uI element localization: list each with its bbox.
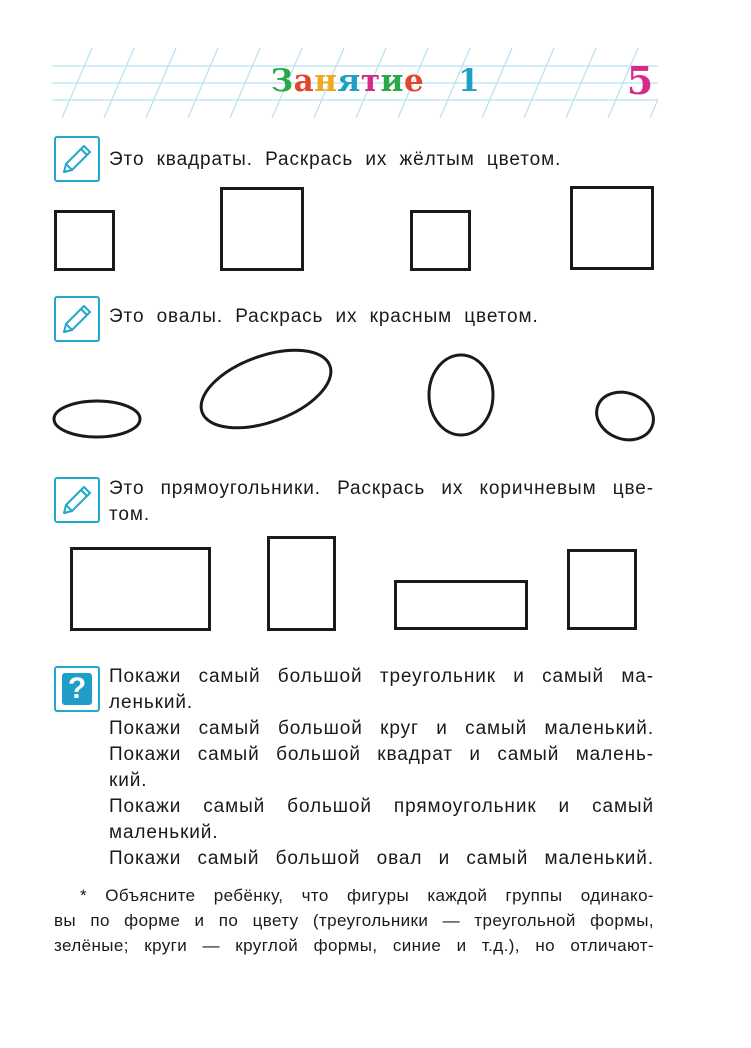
title-letter (424, 63, 458, 99)
title-letter: и (380, 63, 405, 99)
questions-block (109, 664, 654, 872)
oval-shape (429, 355, 493, 435)
pencil-icon (54, 477, 100, 523)
square-shape (54, 210, 115, 271)
title-letter: а (293, 63, 315, 99)
title-letter: 1 (458, 63, 481, 99)
page-number: 5 (626, 58, 654, 103)
pencil-icon (54, 296, 100, 342)
question-line: ленький. (109, 692, 194, 713)
title-letter: З (270, 63, 294, 99)
question-line: Покажи самый большой треугольник и самый ма- (109, 666, 654, 687)
task-1-text: Это квадраты. Раскрась их жёлтым цветом. (109, 149, 562, 170)
footnote-line: зелёные; круги — круглой формы, синие и т.д.), но отличают- (54, 936, 654, 955)
footnote-line: * Объясните ребёнку, что фигуры каждой группы одинако- (80, 886, 654, 905)
question-line: кий. (109, 770, 148, 791)
title-letter: н (314, 63, 338, 99)
oval-shape (191, 340, 341, 443)
question-icon: ? (54, 666, 100, 712)
rectangle-shape (267, 536, 336, 631)
square-shape (570, 186, 654, 270)
square-shape (220, 187, 304, 271)
footnote (54, 883, 654, 958)
title-letter: я (337, 63, 361, 99)
oval-shape (590, 384, 660, 447)
title-letter: т (360, 63, 381, 99)
question-line: Покажи самый большой прямоугольник и самый (109, 796, 654, 817)
square-shape (410, 210, 471, 271)
rectangle-shape (394, 580, 528, 630)
question-line: Покажи самый большой круг и самый маленький. (109, 718, 654, 739)
rectangle-shape (567, 549, 637, 630)
task-3-text-line-2: том. (109, 504, 150, 525)
title-letter: е (404, 63, 425, 99)
question-line: Покажи самый большой квадрат и самый малень- (109, 744, 654, 765)
rectangle-shape (70, 547, 211, 631)
footnote-line: вы по форме и по цвету (треугольники — треугольной формы, (54, 911, 654, 930)
oval-shape (54, 401, 140, 437)
question-line: Покажи самый большой овал и самый маленький. (109, 848, 654, 869)
ovals-group (40, 340, 680, 450)
pencil-icon (54, 136, 100, 182)
question-line: маленький. (109, 822, 219, 843)
task-3-text-line-1: Это прямоугольники. Раскрась их коричневым цве- (109, 478, 654, 499)
task-2-text: Это овалы. Раскрась их красным цветом. (109, 306, 539, 327)
